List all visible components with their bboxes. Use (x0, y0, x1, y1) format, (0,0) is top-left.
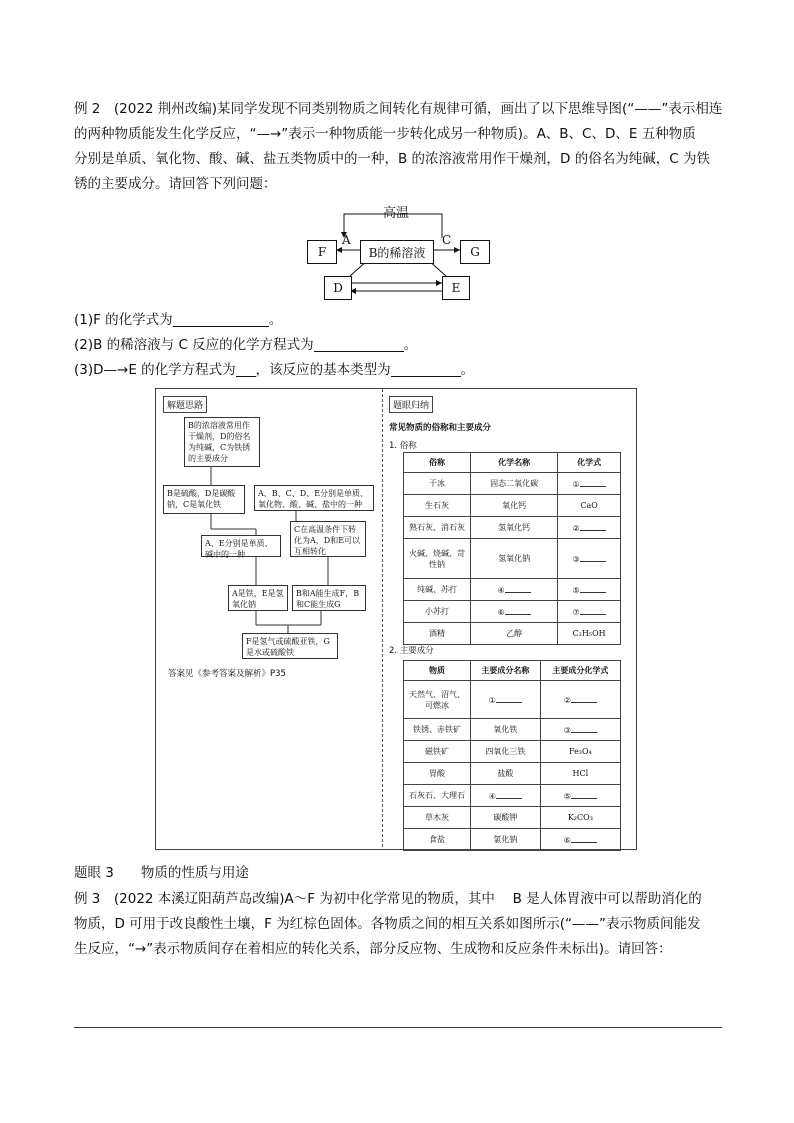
ex2-line3: 分别是单质、氧化物、酸、碱、盐五类物质中的一种，B 的浓溶液常用作干燥剂，D 的俗名为纯碱，C 为铁 (74, 151, 710, 167)
left-panel-title: 解题思路 (163, 396, 207, 413)
table-row: 酒精 乙醇 C₂H₅OH (404, 623, 621, 645)
table-row: 天然气、沼气、可燃冰 ① ② (404, 681, 621, 719)
t1-header: 化学名称 (471, 453, 558, 473)
table-row: 纯碱、苏打 ④ ⑤ (404, 579, 621, 601)
section-2-title: 2. 主要成分 (389, 646, 434, 656)
table-row: 食盐 氯化钠 ⑥ (404, 829, 621, 851)
table-row: 火碱、烧碱、苛性钠 氢氧化钠 ③ (404, 539, 621, 579)
right-panel-title: 题眼归纳 (389, 396, 433, 413)
nickname-table (403, 452, 621, 645)
analysis-panel (155, 388, 637, 850)
flow-box-fg-source: B和A能生成F，B和C能生成G (292, 585, 366, 611)
example-2-paragraph (74, 97, 724, 197)
section-3-heading: 题眼 3 物质的性质与用途 (74, 865, 249, 881)
question-2: (2)B 的稀溶液与 C 反应的化学方程式为 。 (74, 337, 418, 353)
question-1: (1)F 的化学式为 。 (74, 312, 283, 328)
label-a: A (342, 233, 351, 247)
table-row: 草木灰 碳酸钾 K₂CO₃ (404, 807, 621, 829)
table-row: 磁铁矿 四氧化三铁 Fe₃O₄ (404, 741, 621, 763)
table-row: 小苏打 ⑥ ⑦ (404, 601, 621, 623)
ex3-line3: 生反应，“→”表示物质间存在着相应的转化关系，部分反应物、生成物和反应条件未标出)。请回答： (74, 941, 672, 957)
table-row: 胃酸 盐酸 HCl (404, 763, 621, 785)
table-row: 熟石灰、消石灰 氢氧化钙 ② (404, 517, 621, 539)
example-3-paragraph (74, 887, 724, 962)
label-c: C (442, 233, 452, 247)
table-row: 铁锈、赤铁矿 氧化铁 ③ (404, 719, 621, 741)
t2-header: 主要成分化学式 (540, 661, 620, 681)
section-1-title: 1. 俗称 (389, 441, 417, 451)
panel-divider (382, 389, 383, 847)
table-row: 生石灰 氧化钙 CaO (404, 495, 621, 517)
flow-box-c-high-temp: C在高温条件下转化为A，D和E可以互相转化 (290, 521, 366, 557)
summary-title: 常见物质的俗称和主要成分 (389, 423, 492, 433)
flow-box-bdc: B是硫酸，D是碳酸钠，C是氧化铁 (163, 485, 245, 514)
flow-box-ae: A、E分别是单质、碱中的一种 (201, 535, 281, 557)
flow-box-classes: A、B、C、D、E分别是单质、氧化物、酸、碱、盐中的一种 (254, 485, 374, 511)
questions (74, 308, 724, 383)
node-e: E (442, 276, 470, 300)
ex3-line1: 例 3 (2022 本溪辽阳葫芦岛改编)A～F 为初中化学常见的物质，其中 B 是人体胃液中可以帮助消化的 (74, 891, 702, 907)
flow-box-clues: B的浓溶液常用作干燥剂，D的俗名为纯碱，C为铁锈的主要成分 (184, 417, 260, 467)
t2-header: 主要成分名称 (471, 661, 541, 681)
composition-table (403, 660, 621, 851)
flow-box-fg: F是氢气或硫酸亚铁，G是水或硫酸铁 (242, 633, 338, 659)
ex2-line1: 例 2 (2022 荆州改编)某同学发现不同类别物质之间转化有规律可循，画出了以下思维导图(“——”表示相连 (74, 101, 723, 117)
node-b: B的稀溶液 (360, 240, 434, 264)
high-temp-label: 高温 (383, 206, 410, 221)
node-d: D (324, 276, 352, 300)
ex2-line2: 的两种物质能发生化学反应，“—→”表示一种物质能一步转化成另一种物质)。A、B、C、D、E 五种物质 (74, 126, 696, 142)
question-3: (3)D—→E 的化学方程式为 ，该反应的基本类型为 。 (74, 362, 475, 378)
t1-header: 俗称 (404, 453, 471, 473)
node-f: F (307, 240, 337, 264)
answer-note: 答案见《参考答案及解析》P35 (168, 669, 286, 679)
bottom-rule (74, 1027, 722, 1028)
t1-header: 化学式 (558, 453, 621, 473)
node-g: G (460, 240, 490, 264)
table-row: 干冰 固态二氧化碳 ① (404, 473, 621, 495)
table-row: 石灰石、大理石 ④ ⑤ (404, 785, 621, 807)
flow-box-a-e: A是铁，E是氢氧化钠 (228, 585, 288, 611)
ex2-line4: 锈的主要成分。请回答下列问题： (74, 176, 277, 192)
ex3-line2: 物质，D 可用于改良酸性土壤，F 为红棕色固体。各物质之间的相互关系如图所示(“——”表示物质间能发 (74, 916, 701, 932)
t2-header: 物质 (404, 661, 471, 681)
